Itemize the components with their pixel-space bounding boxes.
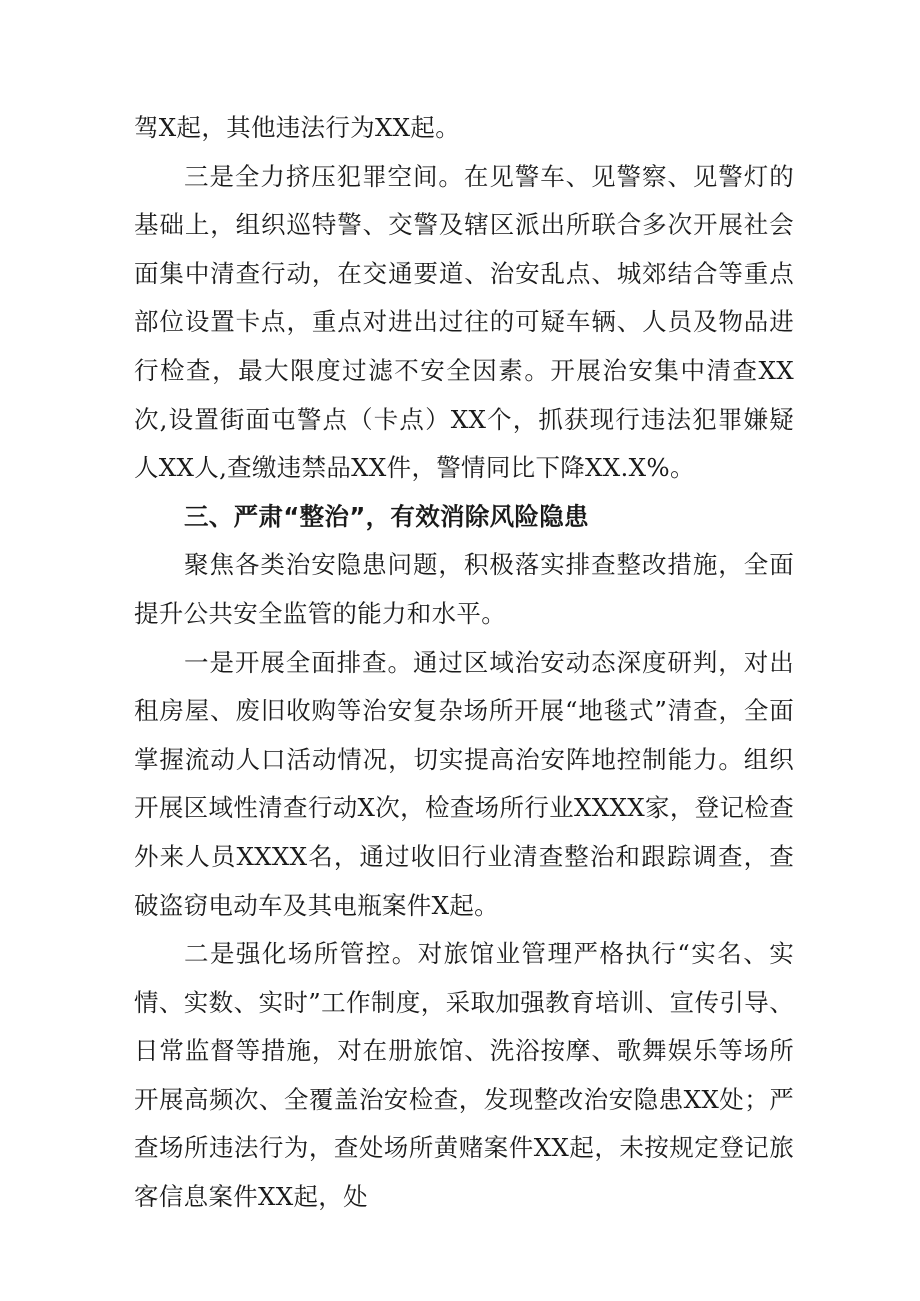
section-heading-rectification: 三、严肃“整治”，有效消除风险隐患: [184, 501, 589, 531]
paragraph-crackdown-space: 三是全力挤压犯罪空间。在见警车、见警察、见警灯的基础上，组织巡特警、交警及辖区派出所联合多次开展社会面集中清查行动，在交通要道、治安乱点、城郊结合等重点部位设置卡点，重点对进出过往的可疑车辆、人员及物品进行检查，最大限度过滤不安全因素。开展治安集中清查XX次,设置街面屯警点（卡点）XX个，抓获现行违法犯罪嫌疑人XX人,查缴违禁品XX件，警情同比下降XX.X%。: [134, 161, 794, 483]
paragraph-comprehensive-inspection: 一是开展全面排查。通过区域治安动态深度研判，对出租房屋、废旧收购等治安复杂场所开展“地毯式”清查，全面掌握流动人口活动情况，切实提高治安阵地控制能力。组织开展区域性清查行动X次，检查场所行业XXXX家，登记检查外来人员XXXX名，通过收旧行业清查整治和跟踪调查，查破盗窃电动车及其电瓶案件X起。: [134, 647, 794, 920]
document-body: [134, 104, 794, 1222]
paragraph-continuation: 驾X起，其他违法行为XX起。: [134, 113, 461, 142]
paragraph-section-intro: 聚焦各类治安隐患问题，积极落实排查整改措施，全面提升公共安全监管的能力和水平。: [134, 550, 794, 628]
paragraph-venue-control: 二是强化场所管控。对旅馆业管理严格执行“实名、实情、实数、实时”工作制度，采取加强教育培训、宣传引导、日常监督等措施，对在册旅馆、洗浴按摩、歌舞娱乐等场所开展高频次、全覆盖治安检查，发现整改治安隐患XX处；严查场所违法行为，查处场所黄赌案件XX起，未按规定登记旅客信息案件XX起，处: [134, 939, 794, 1212]
